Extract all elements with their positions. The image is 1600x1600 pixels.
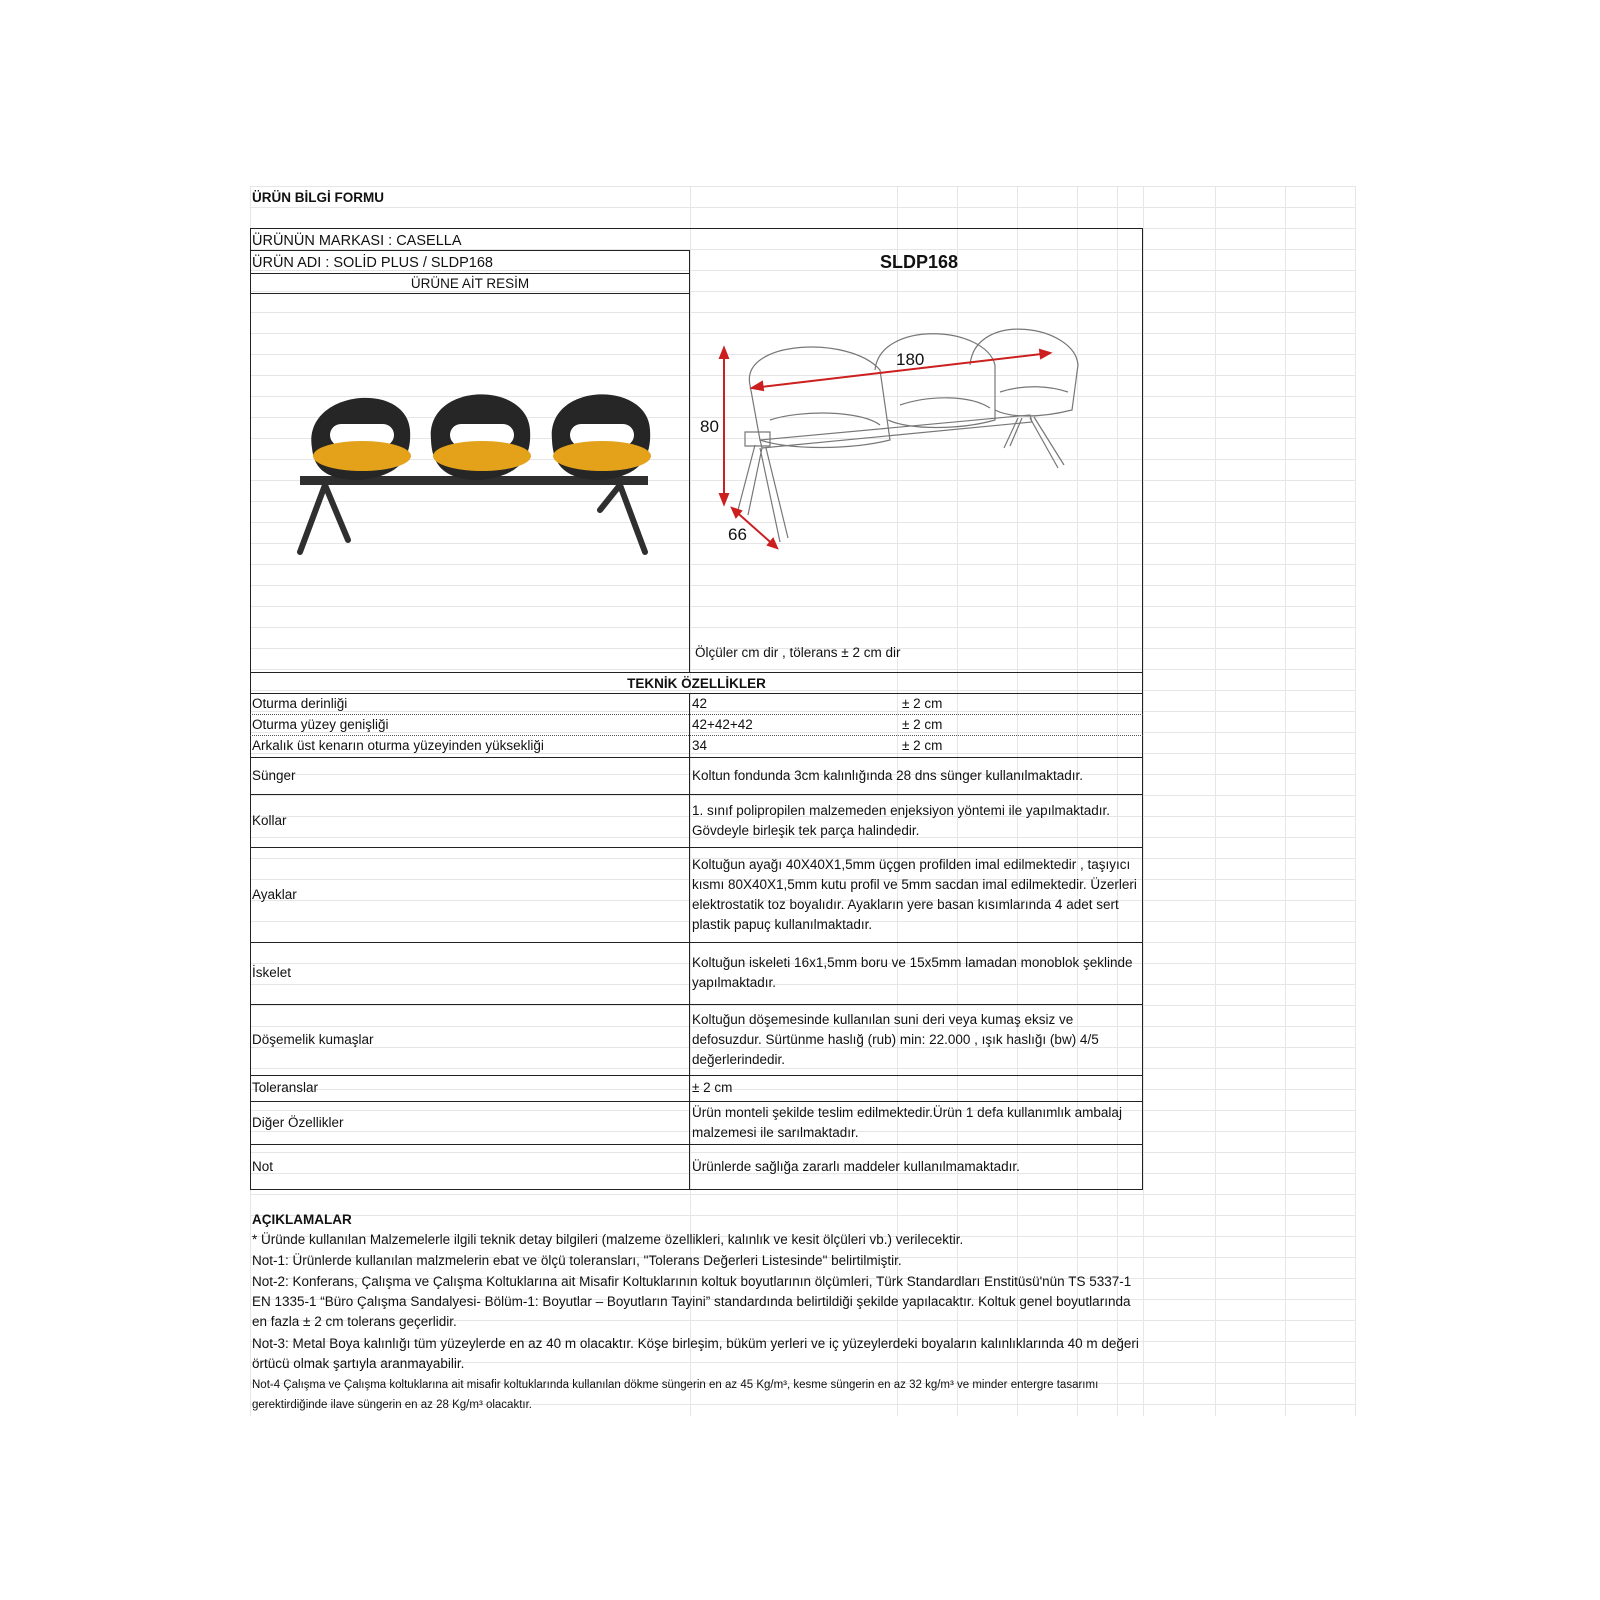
form-title: ÜRÜN BİLGİ FORMU xyxy=(252,190,384,205)
spec-label: Sünger xyxy=(252,768,296,783)
measure-tolerance: ± 2 cm xyxy=(902,738,943,753)
grid-row-line xyxy=(250,1215,1355,1216)
measure-label: Oturma derinliği xyxy=(252,696,348,711)
spec-label: Kollar xyxy=(252,813,287,828)
measure-value: 34 xyxy=(692,738,708,753)
spec-row-line xyxy=(250,1101,1143,1102)
notes-title: AÇIKLAMALAR xyxy=(252,1212,352,1227)
dim-height-label: 80 xyxy=(700,417,719,436)
grid-row-line xyxy=(250,186,1355,187)
spec-row-line xyxy=(250,1075,1143,1076)
spec-label: Ayaklar xyxy=(252,887,297,902)
drawing-code: SLDP168 xyxy=(880,252,959,272)
spec-value: Koltuğun döşemesinde kullanılan suni deri veya kumaş eksiz ve defosuzdur. Sürtünme haslığ (rub) min: 22.000 , ışık haslığı (bw) 4/5 değerlerindedir. xyxy=(692,1012,1099,1067)
spec-label: Diğer Özellikler xyxy=(252,1115,344,1130)
spec-value: Ürünlerde sağlığa zararlı maddeler kullanılmamaktadır. xyxy=(692,1159,1020,1174)
spec-row-line xyxy=(250,757,1143,758)
note-2: Not-2: Konferans, Çalışma ve Çalışma Koltuklarına ait Misafir Koltuklarının koltuk boyutlarının ölçümleri, Türk Standardları Enstitüsü'nün TS 5337-1 EN 1335-1 “Büro Çalışma Sandalyesi- Bölüm-1: Boyutlar – Boyutların Tayini” standardında belirtildiği şekilde yapılacaktır. Koltuk genel boyutlarında en fazla ± 2 cm tolerans geçerlidir. xyxy=(252,1274,1132,1329)
technical-drawing xyxy=(700,320,1120,570)
measure-value: 42 xyxy=(692,696,708,711)
spec-label: Döşemelik kumaşlar xyxy=(252,1032,374,1047)
units-note: Ölçüler cm dir , tölerans ± 2 cm dir xyxy=(695,645,901,660)
spec-col-divider xyxy=(689,942,690,1004)
spec-row-line xyxy=(250,942,1143,943)
spec-label: İskelet xyxy=(252,965,292,980)
spec-row-line xyxy=(250,1144,1143,1145)
spec-label: Not xyxy=(252,1159,274,1174)
grid-row-line xyxy=(250,207,1355,208)
note-3: Not-3: Metal Boya kalınlığı tüm yüzeylerde en az 40 m olacaktır. Köşe birleşim, büküm yerleri ve iç yüzeylerdeki boyaların kalınlıklarında 40 m değeri örtücü olmak şartıyla aranmayabilir. xyxy=(252,1336,1139,1371)
spec-value: Koltun fondunda 3cm kalınlığında 28 dns sünger kullanılmaktadır. xyxy=(692,768,1083,783)
dim-width-label: 180 xyxy=(896,350,925,369)
grid-col-line xyxy=(1285,186,1286,1416)
note-1: Not-1: Ürünlerde kullanılan malzmelerin ebat ve ölçü toleransları, "Tolerans Değerleri Listesinde" belirtilmiştir. xyxy=(252,1253,902,1268)
spec-value: ± 2 cm xyxy=(692,1080,733,1095)
image-column-divider xyxy=(689,250,690,673)
image-header-divider xyxy=(250,293,690,294)
spec-col-divider xyxy=(689,1101,690,1144)
measure-label: Oturma yüzey genişliği xyxy=(252,717,389,732)
spec-col-divider xyxy=(689,847,690,942)
spec-col-divider xyxy=(689,1075,690,1101)
spec-col-divider xyxy=(689,757,690,794)
product-name-field: ÜRÜN ADI : SOLİD PLUS / SLDP168 xyxy=(252,255,493,271)
spec-value: 1. sınıf polipropilen malzemeden enjeksiyon yöntemi ile yapılmaktadır. Gövdeyle birleşik tek parça halindedir. xyxy=(692,803,1110,838)
grid-row-line xyxy=(250,1194,1355,1195)
measure-tolerance: ± 2 cm xyxy=(902,717,943,732)
spec-row-line xyxy=(250,1004,1143,1005)
measures-col-divider xyxy=(689,693,690,757)
measure-label: Arkalık üst kenarın oturma yüzeyinden yüksekliği xyxy=(252,738,544,753)
spec-row-line xyxy=(250,794,1143,795)
spec-value: Koltuğun ayağı 40X40X1,5mm üçgen profilden imal edilmektedir , taşıyıcı kısmı 80X40X1,5mm kutu profil ve 5mm sacdan imal edilmektedir. Üzerleri elektrostatik toz boyalıdır. Ayakların yere basan kısımlarında 4 adet sert plastik papuç kullanılmaktadır. xyxy=(692,857,1137,932)
seat-cushions xyxy=(313,441,651,471)
spec-label: Toleranslar xyxy=(252,1080,319,1095)
measure-tolerance: ± 2 cm xyxy=(902,696,943,711)
spec-row-line xyxy=(250,847,1143,848)
brand-field: ÜRÜNÜN MARKASI : CASELLA xyxy=(252,233,462,249)
spec-col-divider xyxy=(689,1144,690,1190)
measure-value: 42+42+42 xyxy=(692,717,753,732)
dimension-arrows xyxy=(720,348,1050,548)
specs-top-line xyxy=(250,672,1143,673)
frame-legs xyxy=(300,485,645,552)
dim-depth-label: 66 xyxy=(728,525,747,544)
product-photo xyxy=(280,380,670,580)
specs-header: TEKNİK ÖZELLİKLER xyxy=(627,676,766,691)
grid-col-line xyxy=(1355,186,1356,1416)
note-star: * Üründe kullanılan Malzemelerle ilgili teknik detay bilgileri (malzeme özellikleri, kalınlık ve kesit ölçüleri vb.) verilecektir. xyxy=(252,1232,964,1247)
spec-col-divider xyxy=(689,1004,690,1075)
spec-col-divider xyxy=(689,794,690,847)
grid-col-line xyxy=(1143,186,1144,1416)
spec-value: Ürün monteli şekilde teslim edilmektedir.Ürün 1 defa kullanımlık ambalaj malzemesi ile sarılmaktadır. xyxy=(692,1105,1122,1140)
image-header: ÜRÜNE AİT RESİM xyxy=(410,276,530,291)
spec-value: Koltuğun iskeleti 16x1,5mm boru ve 15x5mm lamadan monoblok şeklinde yapılmaktadır. xyxy=(692,955,1133,990)
grid-col-line xyxy=(1215,186,1216,1416)
note-4: Not-4 Çalışma ve Çalışma koltuklarına ait misafir koltuklarında kullanılan dökme süngerin en az 45 Kg/m³, kesme süngerin en az 32 kg/m³ ve minder entergre tasarımı gerektirdiğinde ilave süngerin en az 28 Kg/m³ olacaktır. xyxy=(252,1379,1099,1411)
